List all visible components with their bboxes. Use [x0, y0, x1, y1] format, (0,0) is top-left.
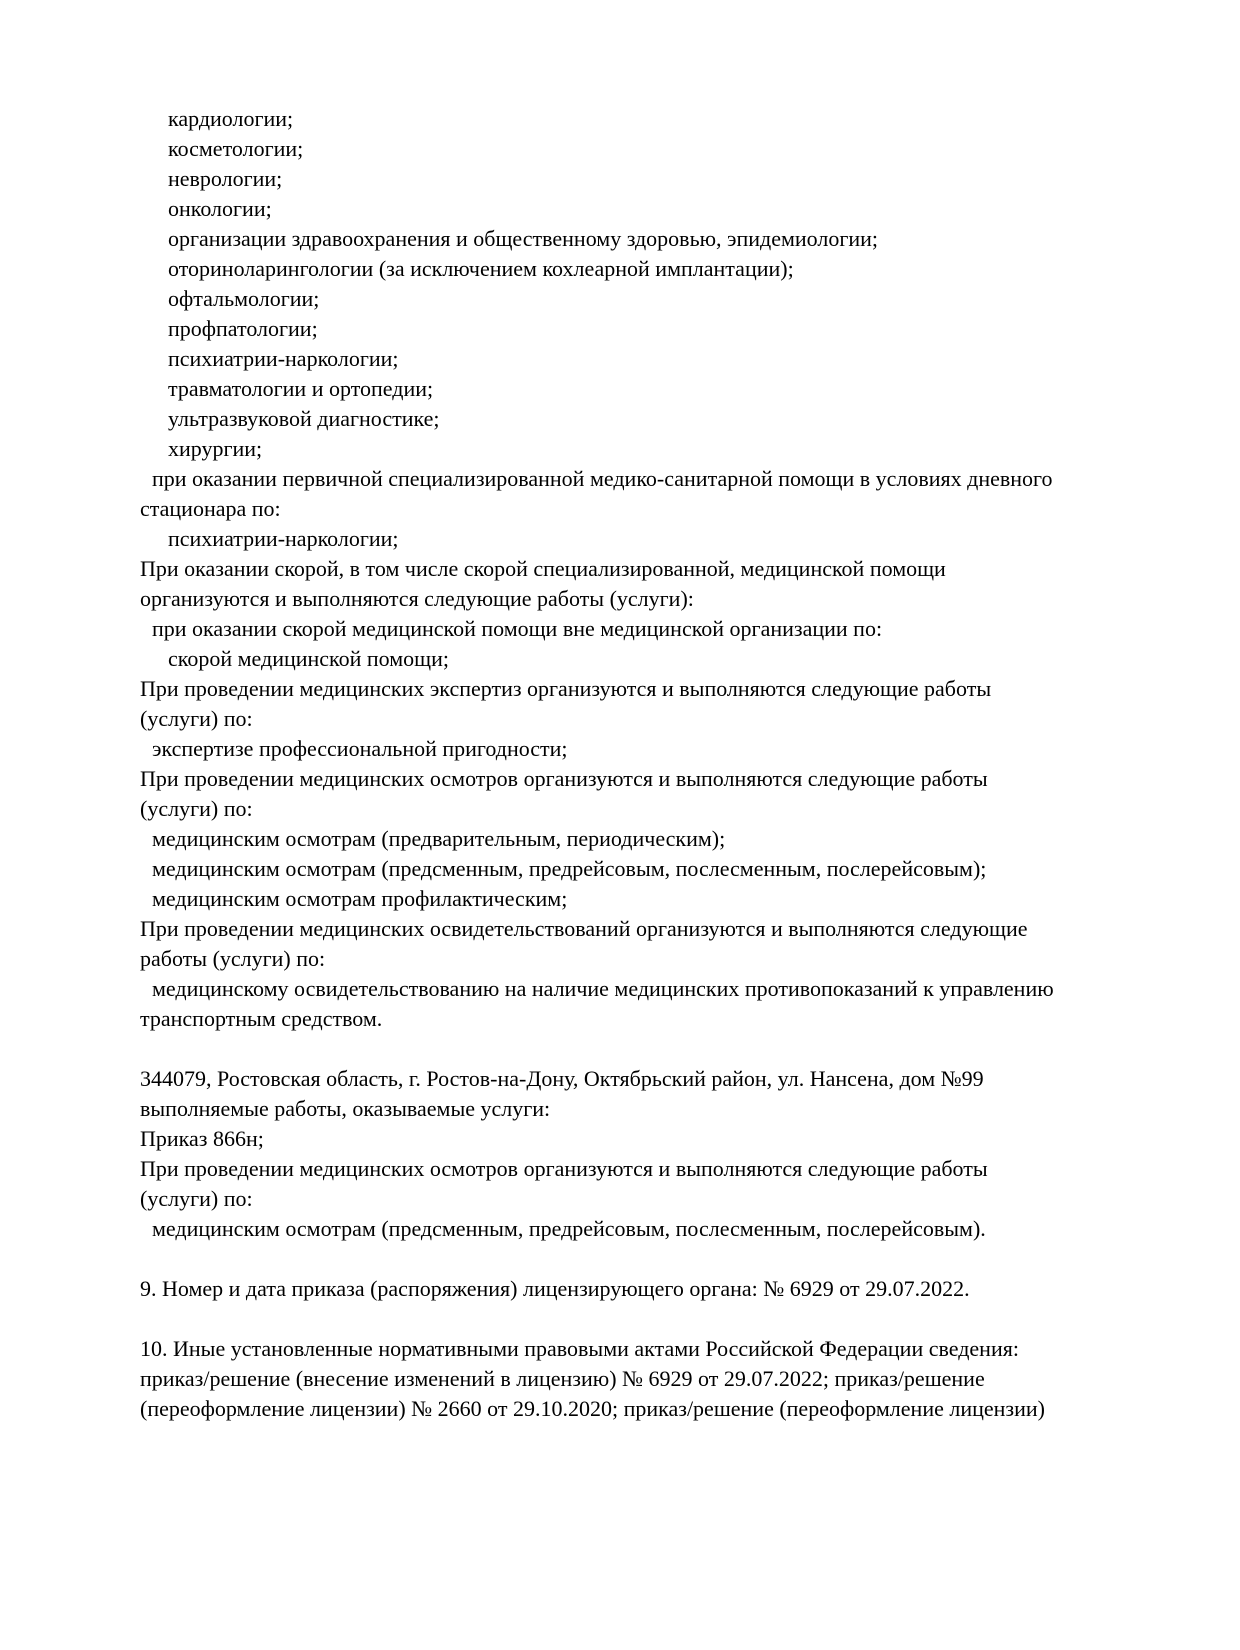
text-line: работы (услуги) по: [140, 946, 326, 971]
text-line: медицинским осмотрам (предсменным, предрейсовым, послесменным, послерейсовым). [152, 1216, 986, 1241]
text-line: кардиологии; [168, 106, 294, 131]
text-line: косметологии; [168, 136, 304, 161]
text-line: Приказ 866н; [140, 1126, 264, 1151]
text-line: при оказании скорой медицинской помощи вне медицинской организации по: [152, 616, 883, 641]
text-line: (услуги) по: [140, 706, 253, 731]
text-line: (услуги) по: [140, 1186, 253, 1211]
text-line: При проведении медицинских освидетельствований организуются и выполняются следующие [140, 916, 1028, 941]
text-line: (услуги) по: [140, 796, 253, 821]
text-line: оториноларингологии (за исключением кохлеарной имплантации); [168, 256, 794, 281]
blank-line [140, 1034, 1180, 1064]
text-line: организации здравоохранения и общественному здоровью, эпидемиологии; [168, 226, 879, 251]
text-line: (переоформление лицензии) № 2660 от 29.10.2020; приказ/решение (переоформление лицензии) [140, 1396, 1045, 1421]
text-line: офтальмологии; [168, 286, 320, 311]
text-line: ультразвуковой диагностике; [168, 406, 440, 431]
text-line: при оказании первичной специализированной медико-санитарной помощи в условиях дневного [152, 466, 1053, 491]
text-line: При проведении медицинских осмотров организуются и выполняются следующие работы [140, 1156, 988, 1181]
text-line: медицинским осмотрам (предварительным, периодическим); [152, 826, 726, 851]
text-line: 344079, Ростовская область, г. Ростов-на-Дону, Октябрьский район, ул. Нансена, дом №99 [140, 1066, 984, 1091]
text-line: онкологии; [168, 196, 272, 221]
text-line: травматологии и ортопедии; [168, 376, 434, 401]
blank-line [140, 1244, 1180, 1274]
document-text [140, 104, 1180, 1424]
text-line: 10. Иные установленные нормативными правовыми актами Российской Федерации сведения: [140, 1336, 1019, 1361]
text-line: транспортным средством. [140, 1006, 383, 1031]
blank-line [140, 1304, 1180, 1334]
text-line: медицинским осмотрам профилактическим; [152, 886, 568, 911]
text-line: психиатрии-наркологии; [168, 526, 399, 551]
text-line: профпатологии; [168, 316, 318, 341]
text-line: хирургии; [168, 436, 263, 461]
text-line: медицинским осмотрам (предсменным, предрейсовым, послесменным, послерейсовым); [152, 856, 987, 881]
text-line: неврологии; [168, 166, 283, 191]
text-line: психиатрии-наркологии; [168, 346, 399, 371]
text-line: экспертизе профессиональной пригодности; [152, 736, 568, 761]
text-line: приказ/решение (внесение изменений в лицензию) № 6929 от 29.07.2022; приказ/решение [140, 1366, 985, 1391]
text-line: организуются и выполняются следующие работы (услуги): [140, 586, 694, 611]
text-line: При оказании скорой, в том числе скорой специализированной, медицинской помощи [140, 556, 946, 581]
text-line: выполняемые работы, оказываемые услуги: [140, 1096, 551, 1121]
text-line: стационара по: [140, 496, 281, 521]
text-line: При проведении медицинских осмотров организуются и выполняются следующие работы [140, 766, 988, 791]
text-line: скорой медицинской помощи; [168, 646, 450, 671]
text-line: При проведении медицинских экспертиз организуются и выполняются следующие работы [140, 676, 992, 701]
text-line: медицинскому освидетельствованию на наличие медицинских противопоказаний к управлению [152, 976, 1054, 1001]
text-line: 9. Номер и дата приказа (распоряжения) лицензирующего органа: № 6929 от 29.07.2022. [140, 1276, 970, 1301]
